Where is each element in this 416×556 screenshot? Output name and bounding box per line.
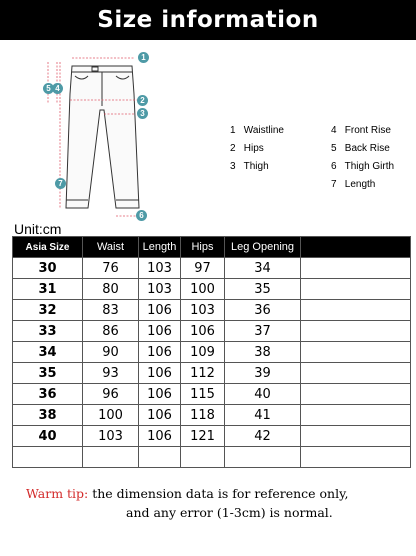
table-cell: 33 [13,321,83,342]
table-row [13,426,411,447]
table-cell: 103 [83,426,139,447]
table-cell: 40 [13,426,83,447]
measurement-legend [230,125,410,195]
marker-4: 4 [52,83,63,94]
table-row [13,258,411,279]
table-cell: 38 [13,405,83,426]
table-cell [225,447,301,468]
table-row [13,279,411,300]
column-header-blank [301,237,411,258]
table-cell [301,384,411,405]
warm-tip [26,484,406,522]
table-row [13,342,411,363]
table-cell: 41 [225,405,301,426]
table-cell [301,426,411,447]
table-cell: 115 [181,384,225,405]
table-cell [301,363,411,384]
legend-item-front-rise: 4 Front Rise [331,125,391,136]
marker-2: 2 [137,95,148,106]
column-header-asia-size: Asia Size [13,237,83,258]
table-cell: 37 [225,321,301,342]
table-cell [301,279,411,300]
table-cell: 39 [225,363,301,384]
unit-label: Unit:cm [14,221,62,237]
table-cell: 34 [225,258,301,279]
table-cell: 96 [83,384,139,405]
table-row [13,321,411,342]
table-cell: 97 [181,258,225,279]
table-cell [301,342,411,363]
marker-1: 1 [138,52,149,63]
marker-5: 5 [43,83,54,94]
table-cell: 32 [13,300,83,321]
table-cell: 106 [139,426,181,447]
table-cell [301,300,411,321]
table-cell: 103 [181,300,225,321]
table-row [13,405,411,426]
table-cell: 100 [181,279,225,300]
column-header-hips: Hips [181,237,225,258]
table-cell: 34 [13,342,83,363]
marker-6: 6 [136,210,147,221]
size-table [12,236,411,468]
tip-label: Warm tip: [26,486,89,501]
table-cell [301,321,411,342]
page-title: Size information [0,0,416,40]
tip-line-2: and any error (1-3cm) is normal. [126,505,333,520]
table-cell: 42 [225,426,301,447]
table-cell: 93 [83,363,139,384]
table-cell: 103 [139,279,181,300]
table-cell: 109 [181,342,225,363]
table-cell: 80 [83,279,139,300]
table-cell [13,447,83,468]
table-cell: 106 [139,342,181,363]
legend-item-back-rise: 5 Back Rise [331,143,390,154]
table-cell: 40 [225,384,301,405]
table-cell: 106 [139,300,181,321]
table-cell [181,447,225,468]
column-header-length: Length [139,237,181,258]
table-cell: 31 [13,279,83,300]
table-row [13,300,411,321]
table-cell [83,447,139,468]
tip-line-1: Warm tip: the dimension data is for reference only, [26,486,349,501]
table-cell: 106 [139,384,181,405]
column-header-leg-opening: Leg Opening [225,237,301,258]
table-cell: 35 [225,279,301,300]
pants-illustration [30,48,160,226]
table-cell: 30 [13,258,83,279]
table-row [13,384,411,405]
column-header-waist: Waist [83,237,139,258]
table-cell: 100 [83,405,139,426]
table-cell: 106 [139,405,181,426]
table-cell [301,447,411,468]
table-cell: 118 [181,405,225,426]
table-cell [301,405,411,426]
legend-item-waistline: 1 Waistline [230,125,284,136]
table-cell [139,447,181,468]
legend-item-thigh: 3 Thigh [230,161,269,172]
table-header-row [13,237,411,258]
table-row [13,363,411,384]
table-cell: 121 [181,426,225,447]
table-cell: 106 [139,321,181,342]
legend-item-length: 7 Length [331,179,376,190]
marker-3: 3 [137,108,148,119]
table-cell: 35 [13,363,83,384]
legend-item-hips: 2 Hips [230,143,264,154]
table-cell: 106 [139,363,181,384]
marker-7: 7 [55,178,66,189]
table-cell: 90 [83,342,139,363]
table-cell: 83 [83,300,139,321]
table-cell: 86 [83,321,139,342]
table-cell: 106 [181,321,225,342]
pants-measurement-diagram [30,48,160,226]
table-cell [301,258,411,279]
table-cell: 36 [225,300,301,321]
table-cell: 36 [13,384,83,405]
table-cell: 38 [225,342,301,363]
table-cell: 76 [83,258,139,279]
table-cell: 103 [139,258,181,279]
legend-item-thigh-girth: 6 Thigh Girth [331,161,395,172]
table-row [13,447,411,468]
table-cell: 112 [181,363,225,384]
